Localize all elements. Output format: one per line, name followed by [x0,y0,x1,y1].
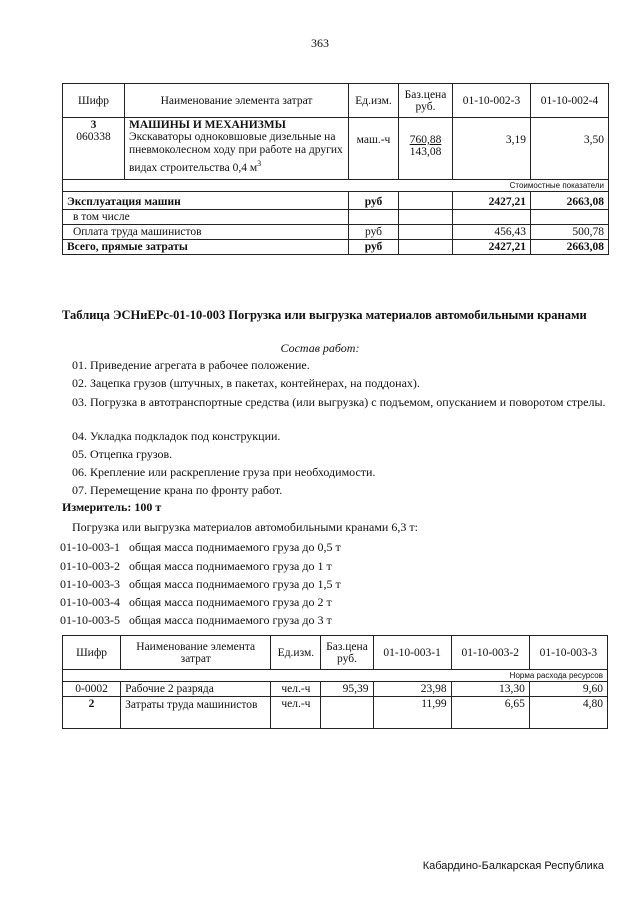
wage-value-1: 456,43 [453,225,531,240]
row-value-3: 9,60 [529,682,607,697]
row-code-cell [63,118,125,180]
wage-unit: руб [349,225,399,240]
variant-item: 01-10-003-2 общая масса поднимаемого груза до 1 т [60,559,332,573]
composition-heading: Состав работ: [280,341,360,355]
header-price: Баз.цена руб. [399,84,453,118]
table-row [63,225,609,240]
row-value-1: 3,19 [453,118,531,180]
section-title: Таблица ЭСНиЕРс-01-10-003 Погрузка или выгрузка материалов автомобильными кранами [62,308,587,322]
row-name-sup: 3 [257,159,262,168]
page-number: 363 [311,36,329,50]
row-name: Экскаваторы одноковшовые дизельные на пневмоколесном ходу при работе на других видах строительства 0,4 м [129,131,343,174]
header-name: Наименование элемента затрат [121,636,271,670]
row-value-2: 6,65 [451,697,529,729]
row-price [321,697,373,729]
row-name: Затраты труда машинистов [121,697,271,729]
header-col-1: 01-10-003-1 [373,636,451,670]
header-price: Баз.цена руб. [321,636,373,670]
header-col-2: 01-10-002-4 [531,84,609,118]
table-row [63,192,609,210]
row-code: 0-0002 [63,682,121,697]
total-value-1: 2427,21 [453,240,531,255]
row-unit: чел.-ч [271,697,321,729]
row-value-1: 11,99 [373,697,451,729]
row-value-1: 23,98 [373,682,451,697]
table-header-row [63,84,609,118]
work-item: 06. Крепление или раскрепление груза при необходимости. [72,465,376,479]
work-item: 03. Погрузка в автотранспортные средства (или выгрузка) с подъемом, опусканием и поворотом стрелы. [72,395,606,409]
row-code: 060338 [76,131,111,143]
variant-item: 01-10-003-4 общая масса поднимаемого груза до 2 т [60,595,332,609]
header-unit: Ед.изм. [271,636,321,670]
row-price-1: 760,88 [409,134,442,146]
including-label: в том числе [63,210,349,225]
row-unit: чел.-ч [271,682,321,697]
operation-label: Эксплуатация машин [63,192,349,210]
row-code: 2 [63,697,121,729]
operation-value-1: 2427,21 [453,192,531,210]
header-col-2: 01-10-003-2 [451,636,529,670]
norm-caption: Норма расхода ресурсов [63,670,608,682]
variant-item: 01-10-003-5 общая масса поднимаемого груза до 3 т [60,613,332,627]
row-unit: маш.-ч [349,118,399,180]
total-unit: руб [349,240,399,255]
row-name-cell [125,118,349,180]
row-value-2: 13,30 [451,682,529,697]
operation-value-2: 2663,08 [531,192,609,210]
row-price: 95,39 [321,682,373,697]
total-row [63,240,609,255]
row-value-3: 4,80 [529,697,607,729]
variant-item: 01-10-003-3 общая масса поднимаемого груза до 1,5 т [60,577,341,591]
header-col-3: 01-10-003-3 [529,636,607,670]
cost-caption: Стоимостные показатели [63,180,609,192]
table-row [63,697,608,729]
table-row [63,682,608,697]
work-item: 02. Зацепка грузов (штучных, в пакетах, контейнерах, на поддонах). [72,376,420,390]
header-code: Шифр [63,84,125,118]
row-name: Рабочие 2 разряда [121,682,271,697]
variant-item: 01-10-003-1 общая масса поднимаемого груза до 0,5 т [60,540,341,554]
footer-region: Кабардино-Балкарская Республика [422,860,604,872]
row-value-2: 3,50 [531,118,609,180]
caption-row [63,180,609,192]
header-code: Шифр [63,636,121,670]
header-col-1: 01-10-002-3 [453,84,531,118]
header-unit: Ед.изм. [349,84,399,118]
row-price-cell [399,118,453,180]
operation-unit: руб [349,192,399,210]
resource-table-1 [62,83,609,255]
description: Погрузка или выгрузка материалов автомобильными кранами 6,3 т: [72,520,418,534]
work-item: 07. Перемещение крана по фронту работ. [72,483,283,497]
wage-label: Оплата труда машинистов [63,225,349,240]
measure: Измеритель: 100 т [62,500,162,514]
total-label: Всего, прямые затраты [63,240,349,255]
section-title: МАШИНЫ И МЕХАНИЗМЫ [129,119,286,131]
total-value-2: 2663,08 [531,240,609,255]
table-header-row [63,636,608,670]
work-item: 01. Приведение агрегата в рабочее положение. [72,358,310,372]
section-code: 3 [90,119,97,131]
caption-row [63,670,608,682]
wage-value-2: 500,78 [531,225,609,240]
resource-table-2 [62,635,608,729]
work-item: 05. Отцепка грузов. [72,447,173,461]
table-row [63,210,609,225]
row-price-2: 143,08 [409,146,442,158]
header-name: Наименование элемента затрат [125,84,349,118]
table-row [63,118,609,180]
work-item: 04. Укладка подкладок под конструкции. [72,429,281,443]
